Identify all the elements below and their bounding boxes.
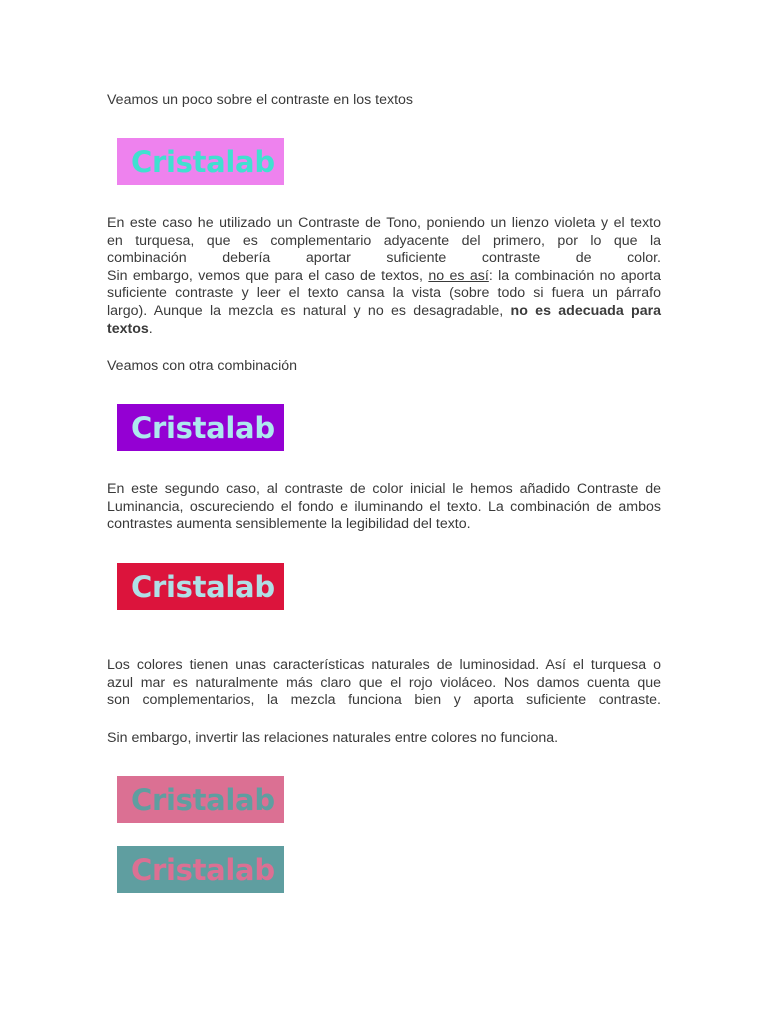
text-segment: . bbox=[148, 320, 153, 337]
cristalab-sample-palevioletred-cadetblue: Cristalab bbox=[117, 776, 284, 823]
paragraph-line: Luminancia, oscureciendo el fondo e iluminando el texto. La combinación de ambos bbox=[107, 498, 661, 515]
cristalab-sample-cadetblue-palevioletred: Cristalab bbox=[117, 846, 284, 893]
intro-text: Veamos un poco sobre el contraste en los textos bbox=[107, 92, 414, 108]
bold-text: textos bbox=[107, 320, 149, 337]
paragraph-line bbox=[107, 268, 661, 286]
text-segment: : la combinación no aporta bbox=[488, 267, 661, 284]
paragraph-line: contrastes aumenta sensiblemente la legibilidad del texto. bbox=[107, 516, 471, 533]
paragraph-line: En este segundo caso, al contraste de color inicial le hemos añadido Contraste de bbox=[107, 481, 661, 497]
bold-text: no es adecuada para bbox=[510, 302, 661, 319]
paragraph-line: combinación debería aportar suficiente contraste de color. bbox=[107, 250, 661, 267]
paragraph-line: son complementarios, la mezcla funciona bien y aporta suficiente contraste. bbox=[107, 692, 661, 709]
paragraph-line: En este caso he utilizado un Contraste de Tono, poniendo un lienzo violeta y el texto bbox=[107, 215, 661, 231]
paragraph-natural-luminosity bbox=[107, 657, 661, 710]
cristalab-sample-darkviolet-lightblue: Cristalab bbox=[117, 404, 284, 451]
cristalab-sample-violet-turquoise: Cristalab bbox=[117, 138, 284, 185]
paragraph-another-combination: Veamos con otra combinación bbox=[107, 358, 298, 374]
paragraph-line: azul mar es naturalmente más claro que el rojo violáceo. Nos damos cuenta que bbox=[107, 674, 661, 691]
text-segment: largo). Aunque la mezcla es natural y no es desagradable, bbox=[107, 302, 511, 319]
paragraph-line bbox=[107, 321, 661, 339]
paragraph-line: en turquesa, que es complementario adyacente del primero, por lo que la bbox=[107, 232, 661, 249]
paragraph-tone-contrast bbox=[107, 215, 661, 338]
paragraph-line: Los colores tienen unas características naturales de luminosidad. Así el turquesa o bbox=[107, 657, 661, 673]
text-segment: Sin embargo, vemos que para el caso de textos, bbox=[107, 267, 429, 284]
paragraph-line: suficiente contraste y leer el texto cansa la vista (sobre todo si fuera un párrafo bbox=[107, 285, 661, 302]
paragraph-inverted-relations: Sin embargo, invertir las relaciones naturales entre colores no funciona. bbox=[107, 730, 559, 746]
paragraph-line bbox=[107, 303, 661, 321]
paragraph-luminance-contrast bbox=[107, 481, 661, 534]
cristalab-sample-crimson-powderblue: Cristalab bbox=[117, 563, 284, 610]
underlined-text: no es así bbox=[428, 267, 489, 284]
